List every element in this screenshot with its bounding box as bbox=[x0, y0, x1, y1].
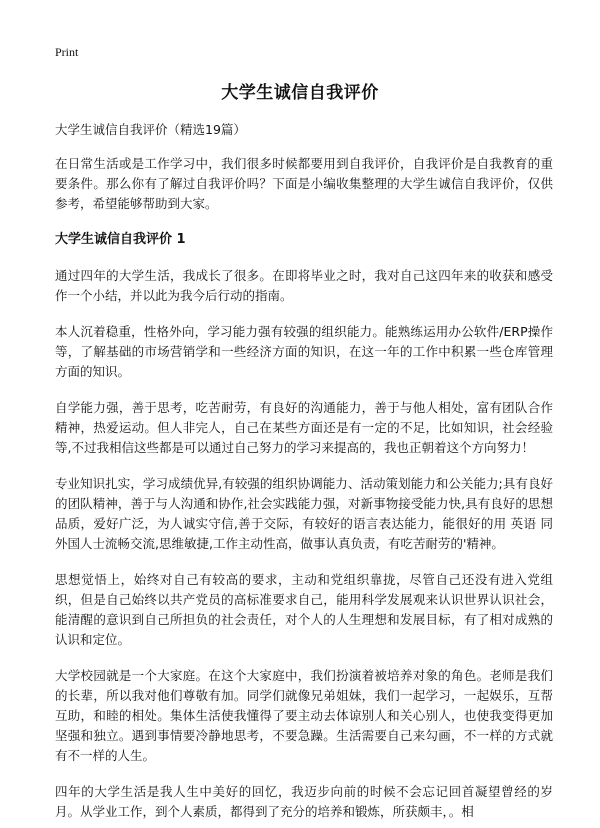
intro-paragraph: 在日常生活或是工作学习中，我们很多时候都要用到自我评价，自我评价是自我教育的重要条件。那么你有了解过自我评价吗？下面是小编收集整理的大学生诚信自我评价，仅供参考，希望能够帮助到大家。 bbox=[55, 156, 553, 211]
paragraph: 思想觉悟上，始终对自己有较高的要求，主动和党组织靠拢，尽管自己还没有进入党组织，但是自己始终以共产党员的高标准要求自己，能用科学发展观来认识世界认识社会，能清醒的意识到自己所担负的社会责任，对个人的人生理想和发展目标，有了相对成熟的认识和定位。 bbox=[55, 572, 553, 647]
paragraph: 通过四年的大学生活，我成长了很多。在即将毕业之时，我对自己这四年来的收获和感受作一个小结，并以此为我今后行动的指南。 bbox=[55, 268, 553, 303]
document-subtitle: 大学生诚信自我评价（精选19篇） bbox=[55, 122, 246, 137]
document-body bbox=[55, 120, 553, 828]
paragraph: 本人沉着稳重，性格外向，学习能力强有较强的组织能力。能熟练运用办公软件/ERP操作等，了解基础的市场营销学和一些经济方面的知识，在这一年的工作中积累一些仓库管理方面的知识。 bbox=[55, 324, 553, 379]
paragraph: 专业知识扎实，学习成绩优异,有较强的组织协调能力、活动策划能力和公关能力;具有良好的团队精神，善于与人沟通和协作,社会实践能力强，对新事物接受能力快,具有良好的思想品质，爱好广泛，为人诚实守信,善于交际，有较好的语言表达能力，能很好的用 英语 同外国人士流畅交流,思维敏捷,工作主动性高，做事认真负责，有吃苦耐劳的'精神。 bbox=[55, 476, 553, 551]
section-heading: 大学生诚信自我评价 1 bbox=[55, 232, 186, 247]
paragraph: 大学校园就是一个大家庭。在这个大家庭中，我们扮演着被培养对象的角色。老师是我们的长辈，所以我对他们尊敬有加。同学们就像兄弟姐妹，我们一起学习，一起娱乐，互帮互助，和睦的相处。集体生活使我懂得了要主动去体谅别人和关心别人，也使我变得更加坚强和独立。遇到事情要冷静地思考，不要急躁。生活需要自己来勾画，不一样的方式就有不一样的人生。 bbox=[55, 668, 553, 763]
document-title: 大学生诚信自我评价 bbox=[221, 83, 379, 103]
print-link[interactable]: Print bbox=[55, 45, 79, 59]
paragraph: 自学能力强，善于思考，吃苦耐劳，有良好的沟通能力，善于与他人相处，富有团队合作精神，热爱运动。但人非完人，自己在某些方面还是有一定的不足，比如知识，社会经验等,不过我相信这些都是可以通过自己努力的学习来提高的，我也正朝着这个方向努力！ bbox=[55, 400, 553, 455]
paragraph: 四年的大学生活是我人生中美好的回忆，我迈步向前的时候不会忘记回首凝望曾经的岁月。从学业工作，到个人素质，都得到了充分的培养和锻炼，所获颇丰，。相 bbox=[55, 784, 553, 819]
